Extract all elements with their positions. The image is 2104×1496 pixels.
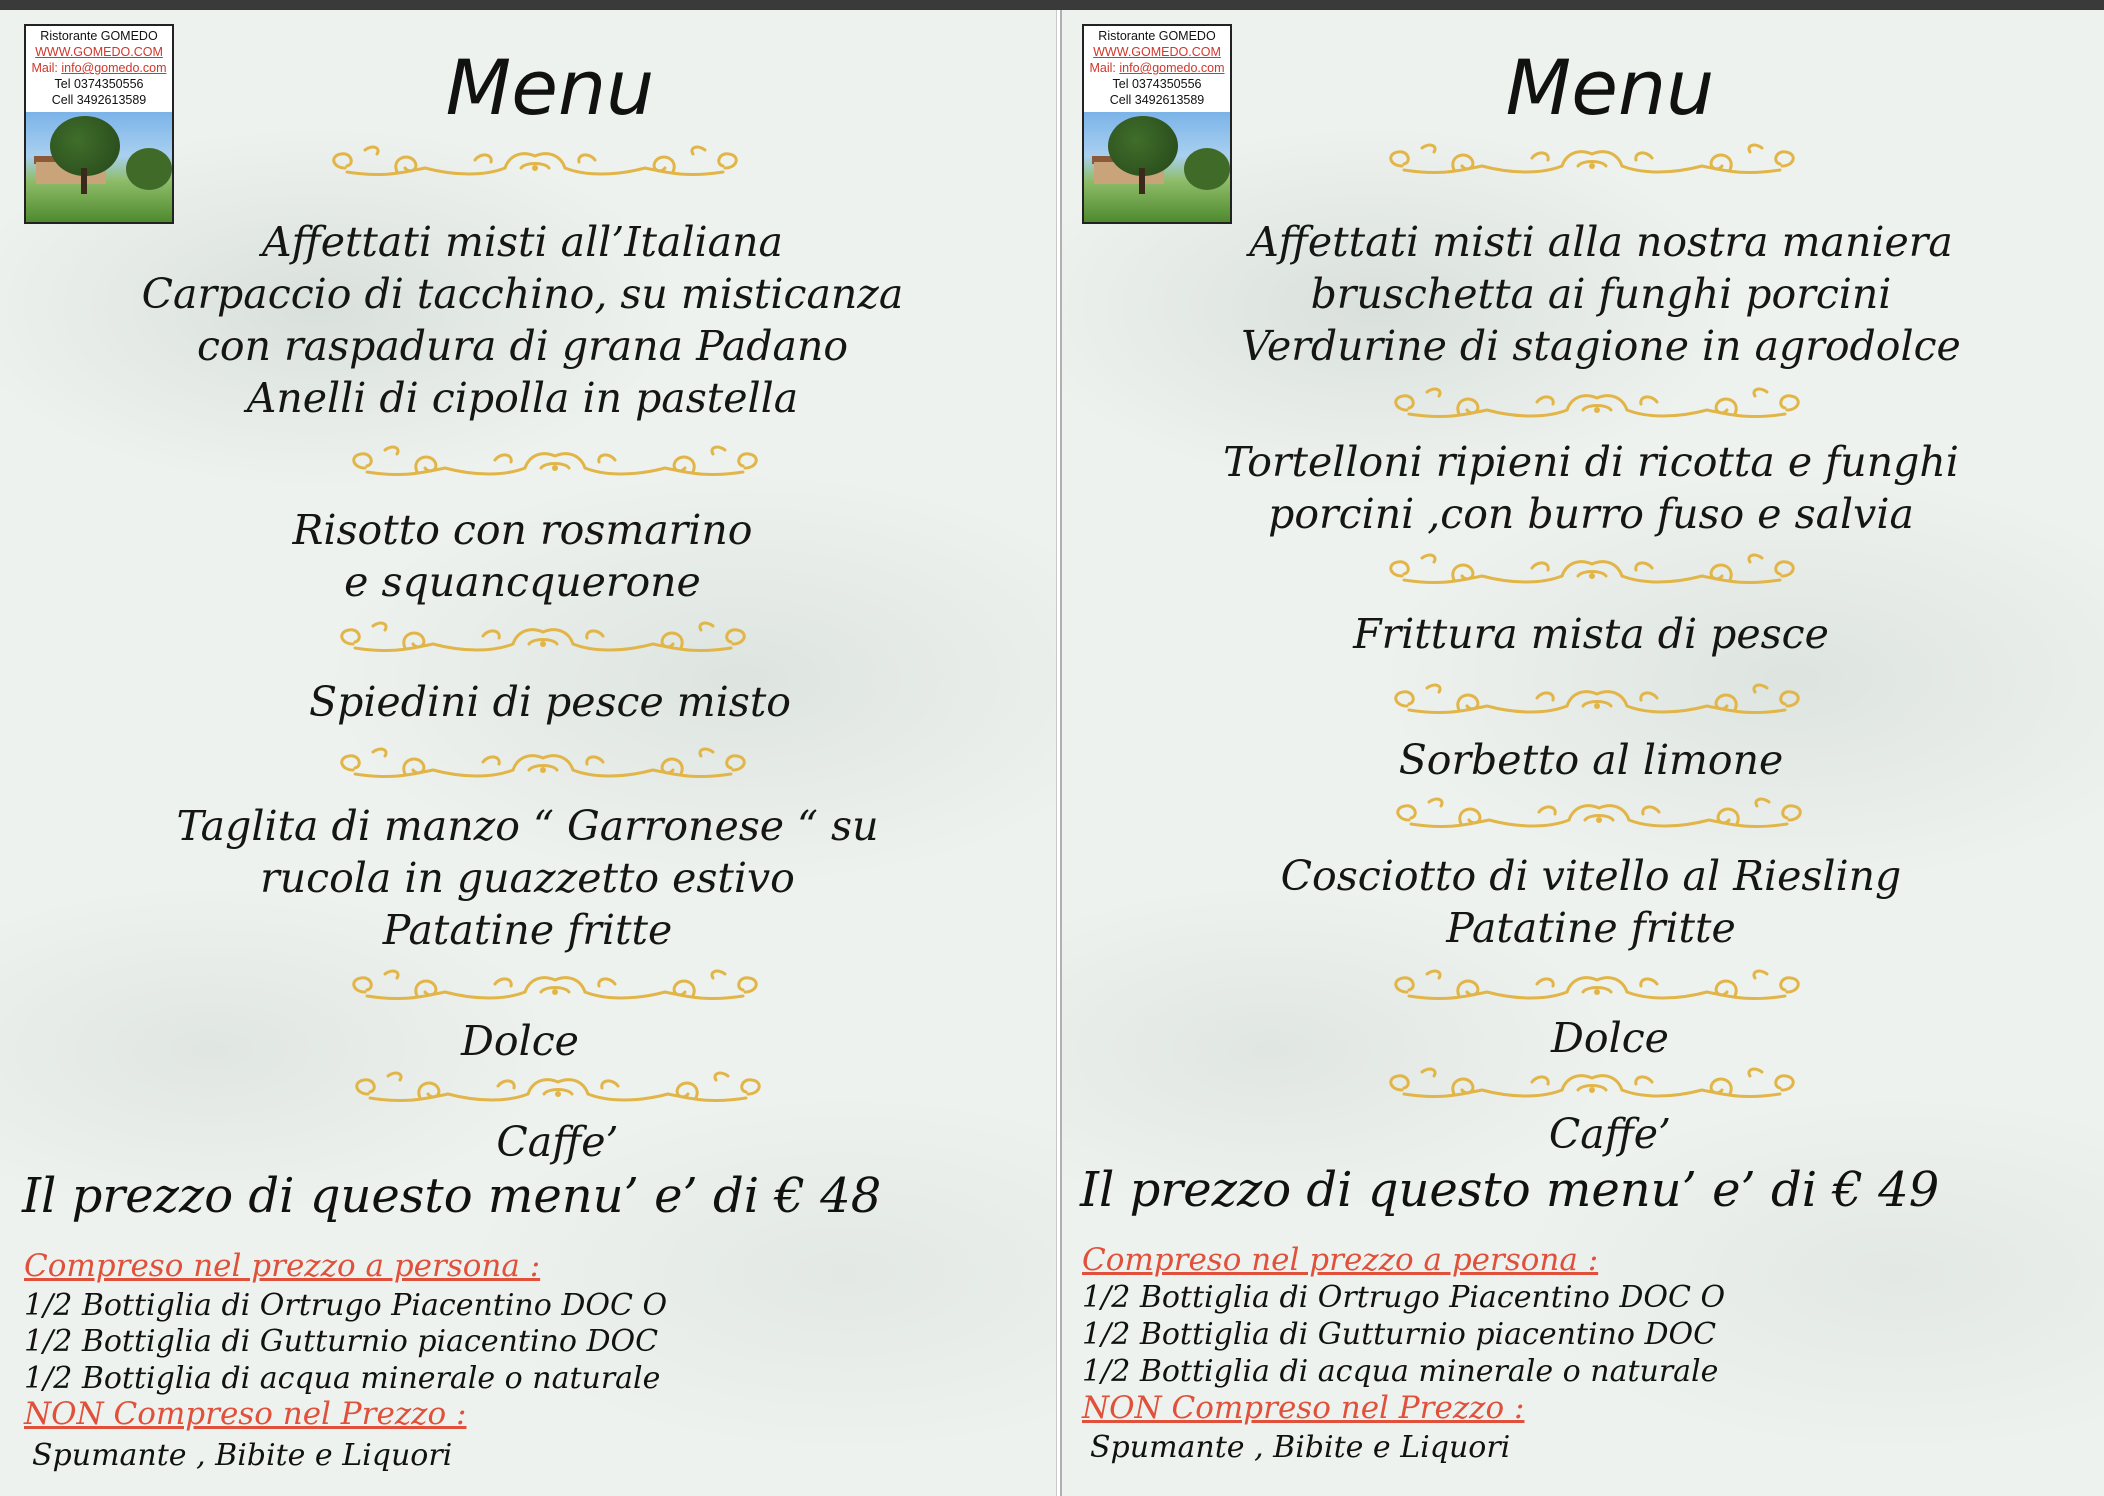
- included-item: 1/2 Bottiglia di Ortrugo Piacentino DOC O: [1082, 1280, 1726, 1315]
- menu-price: Il prezzo di questo menu’ e’ di € 49: [1080, 1162, 1940, 1218]
- dish-line: Tortelloni ripieni di ricotta e funghi: [1223, 438, 1959, 486]
- mail-label: Mail:: [31, 61, 62, 75]
- ornament-divider: [1382, 140, 1802, 190]
- ornament-divider: [1382, 550, 1802, 600]
- dish-line: Affettati misti all’Italiana: [262, 218, 783, 266]
- included-heading: Compreso nel prezzo a persona :: [1082, 1242, 1599, 1278]
- included-item: 1/2 Bottiglia di acqua minerale o naturale: [1082, 1354, 1719, 1389]
- dish-line: Carpaccio di tacchino, su misticanza: [141, 270, 904, 318]
- dish-line: Affettati misti alla nostra maniera: [1249, 218, 1953, 266]
- dish-line: Spiedini di pesce misto: [308, 678, 791, 726]
- dish-line: con raspadura di grana Padano: [196, 322, 849, 370]
- restaurant-photo: [1084, 112, 1230, 222]
- ornament-divider: [333, 744, 753, 794]
- dish-line: bruschetta ai funghi porcini: [1310, 270, 1892, 318]
- restaurant-tel: Tel 0374350556: [1112, 77, 1202, 91]
- menu-page-right: [1060, 10, 2104, 1496]
- dish-line: Sorbetto al limone: [1398, 736, 1784, 784]
- restaurant-website-link[interactable]: WWW.GOMEDO.COM: [35, 45, 163, 59]
- window-top-bar: [0, 0, 2104, 10]
- dish-line: porcini ,con burro fuso e salvia: [1268, 490, 1914, 538]
- not-included-item: Spumante , Bibite e Liquori: [32, 1438, 453, 1473]
- ornament-divider: [325, 142, 745, 192]
- course-1: [1062, 216, 2104, 372]
- menu-title: Menu: [445, 43, 655, 132]
- ornament-divider: [333, 618, 753, 668]
- ornament-divider: [1389, 794, 1809, 844]
- restaurant-cell: Cell 3492613589: [1109, 93, 1205, 107]
- course-2: [0, 504, 1045, 608]
- course-1: [0, 216, 1045, 424]
- dish-line: Taglita di manzo “ Garronese “ su: [176, 802, 879, 850]
- included-item: 1/2 Bottiglia di Ortrugo Piacentino DOC O: [24, 1288, 668, 1323]
- included-item: 1/2 Bottiglia di Gutturnio piacentino DOC: [1082, 1317, 1717, 1352]
- mail-link[interactable]: info@gomedo.com: [61, 61, 167, 75]
- ornament-divider: [1382, 1064, 1802, 1114]
- course-5: [1062, 850, 2104, 954]
- not-included-heading: NON Compreso nel Prezzo :: [24, 1396, 467, 1432]
- dish-line: Dolce: [1551, 1014, 1669, 1062]
- restaurant-website-link[interactable]: WWW.GOMEDO.COM: [1093, 45, 1221, 59]
- not-included-heading: NON Compreso nel Prezzo :: [1082, 1390, 1525, 1426]
- dish-line: e squancquerone: [344, 558, 701, 606]
- course-4: [0, 800, 1055, 956]
- restaurant-cell: Cell 3492613589: [51, 93, 147, 107]
- dish-line: Anelli di cipolla in pastella: [246, 374, 799, 422]
- ornament-divider: [345, 442, 765, 492]
- dish-line: Caffe’: [496, 1118, 619, 1166]
- ornament-divider: [1387, 966, 1807, 1016]
- included-heading: Compreso nel prezzo a persona :: [24, 1248, 541, 1284]
- course-5: [0, 1015, 1040, 1067]
- course-4: [1062, 734, 2104, 786]
- dish-line: Frittura mista di pesce: [1353, 610, 1829, 658]
- ornament-divider: [345, 966, 765, 1016]
- included-item: 1/2 Bottiglia di acqua minerale o naturale: [24, 1361, 661, 1396]
- ornament-divider: [1387, 680, 1807, 730]
- dish-line: rucola in guazzetto estivo: [260, 854, 795, 902]
- dish-line: Caffe’: [1548, 1110, 1672, 1158]
- course-6: [0, 1116, 1057, 1168]
- menu-price: Il prezzo di questo menu’ e’ di € 48: [22, 1168, 882, 1224]
- restaurant-tel: Tel 0374350556: [54, 77, 144, 91]
- menu-page-left: [0, 10, 1057, 1496]
- course-6: [1062, 1012, 2104, 1064]
- course-2: [1062, 436, 2104, 540]
- mail-link[interactable]: info@gomedo.com: [1119, 61, 1225, 75]
- restaurant-name: Ristorante GOMEDO: [40, 29, 158, 43]
- dish-line: Verdurine di stagione in agrodolce: [1241, 322, 1961, 370]
- dish-line: Cosciotto di vitello al Riesling: [1280, 852, 1902, 900]
- menu-title: Menu: [1505, 43, 1715, 132]
- dish-line: Patatine fritte: [382, 906, 673, 954]
- dish-line: Dolce: [461, 1017, 579, 1065]
- ornament-divider: [1387, 384, 1807, 434]
- restaurant-name: Ristorante GOMEDO: [1098, 29, 1216, 43]
- course-7: [1062, 1108, 2104, 1160]
- mail-label: Mail:: [1089, 61, 1120, 75]
- dish-line: Risotto con rosmarino: [292, 506, 753, 554]
- included-item: 1/2 Bottiglia di Gutturnio piacentino DOC: [24, 1324, 659, 1359]
- restaurant-photo: [26, 112, 172, 222]
- not-included-item: Spumante , Bibite e Liquori: [1090, 1430, 1511, 1465]
- ornament-divider: [348, 1068, 768, 1118]
- dish-line: Patatine fritte: [1446, 904, 1736, 952]
- course-3: [0, 676, 1057, 728]
- course-3: [1062, 608, 2104, 660]
